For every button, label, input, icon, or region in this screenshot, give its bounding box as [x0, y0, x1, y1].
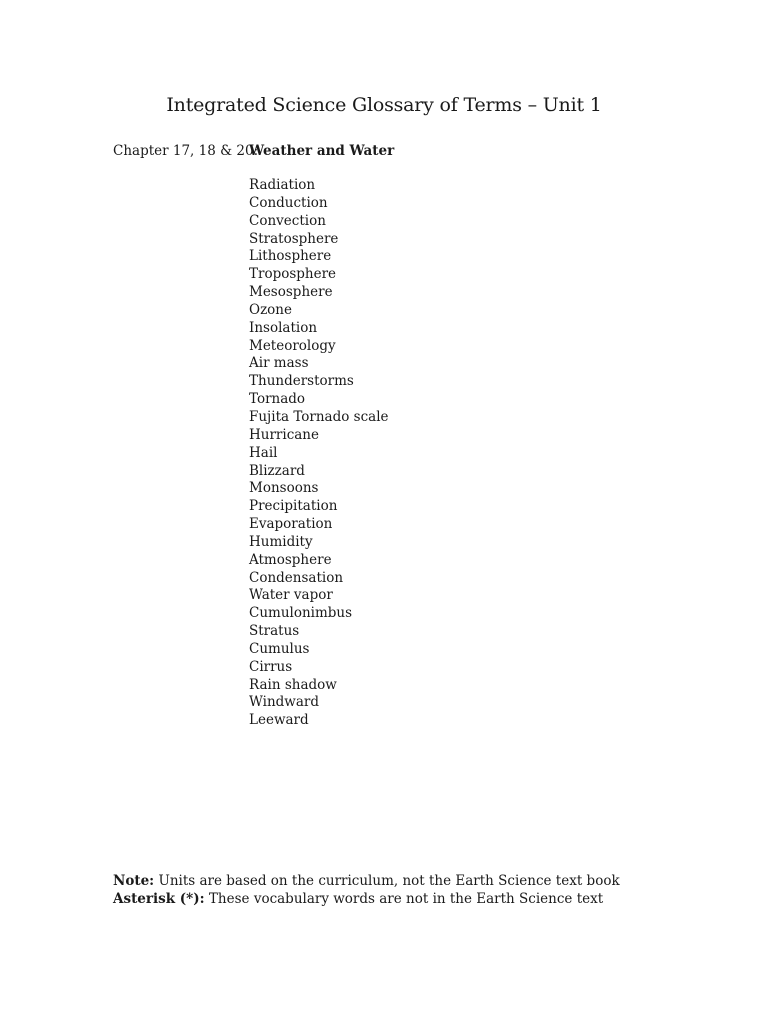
glossary-term: Thunderstorms	[249, 373, 354, 390]
glossary-term: Blizzard	[249, 462, 305, 479]
glossary-term: Troposphere	[249, 266, 337, 283]
glossary-term: Hail	[249, 444, 278, 461]
glossary-term: Rain shadow	[249, 676, 337, 693]
glossary-term: Evaporation	[249, 516, 333, 533]
glossary-term: Convection	[249, 212, 326, 229]
glossary-term: Humidity	[249, 533, 313, 550]
glossary-term: Leeward	[249, 712, 309, 729]
page-title: Integrated Science Glossary of Terms – Unit 1	[166, 94, 602, 116]
chapter-label: Chapter 17, 18 & 20:	[113, 143, 259, 159]
glossary-term: Ozone	[249, 301, 292, 318]
glossary-term: Windward	[249, 694, 319, 711]
glossary-term: Monsoons	[249, 480, 319, 497]
footnotes	[113, 872, 620, 908]
glossary-term: Precipitation	[249, 498, 338, 515]
glossary-term: Water vapor	[249, 587, 333, 604]
glossary-term: Condensation	[249, 569, 344, 586]
glossary-term: Conduction	[249, 194, 328, 211]
note-label: Note:	[113, 873, 155, 889]
asterisk-text: These vocabulary words are not in the Earth Science text	[204, 891, 604, 907]
glossary-term: Stratus	[249, 623, 300, 640]
glossary-term: Lithosphere	[249, 248, 332, 265]
glossary-term: Fujita Tornado scale	[249, 408, 389, 425]
glossary-term: Air mass	[249, 355, 309, 372]
glossary-term: Radiation	[249, 177, 316, 193]
glossary-term: Tornado	[249, 391, 306, 408]
glossary-term: Atmosphere	[249, 551, 332, 568]
glossary-term: Stratosphere	[249, 230, 339, 247]
note-text: Units are based on the curriculum, not the Earth Science text book	[154, 873, 620, 889]
asterisk-label: Asterisk (*):	[113, 891, 205, 907]
note-line	[113, 872, 620, 890]
chapter-heading	[113, 141, 394, 161]
glossary-term: Mesosphere	[249, 284, 333, 301]
glossary-term-list	[249, 177, 389, 730]
glossary-term: Cumulus	[249, 640, 310, 657]
glossary-term: Cumulonimbus	[249, 605, 353, 622]
glossary-term: Meteorology	[249, 337, 336, 354]
glossary-term: Cirrus	[249, 658, 293, 675]
glossary-term: Hurricane	[249, 426, 319, 443]
glossary-term: Insolation	[249, 319, 318, 336]
chapter-topic: Weather and Water	[249, 143, 395, 159]
asterisk-line	[113, 890, 620, 908]
